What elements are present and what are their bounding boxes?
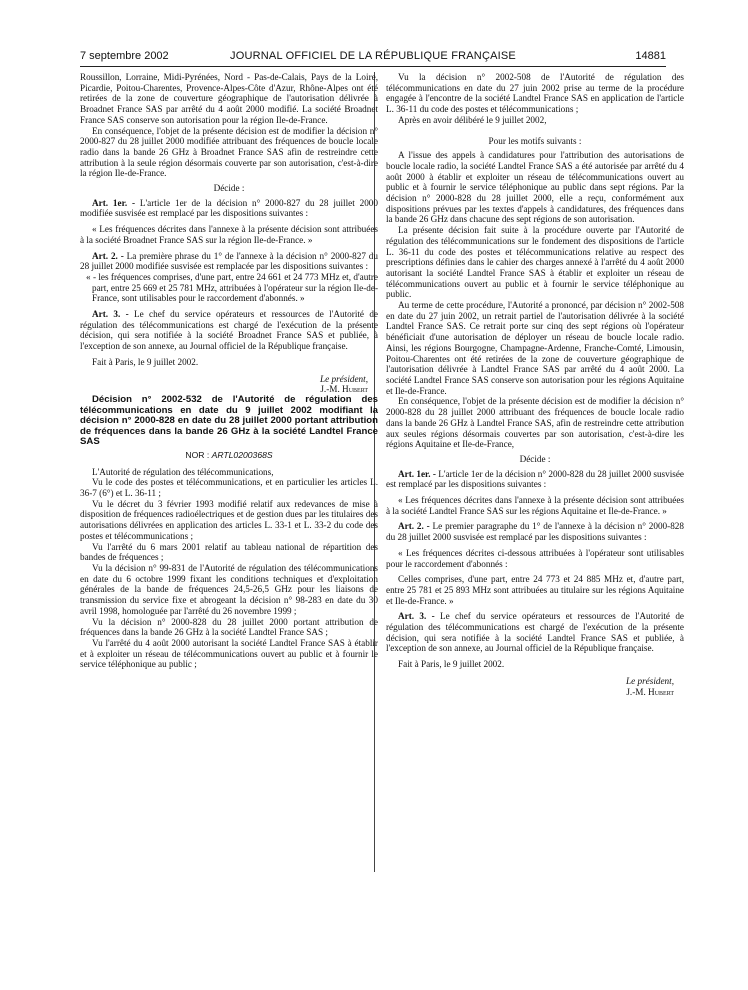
decision-title: Décision n° 2002-532 de l'Autorité de régulation des télécommunications en date du 9 juillet 2002 modifiant la décision n° 2000-828 en date du 28 juillet 2000 portant attribution de fréquences dans la bande 26 GHz à la société Landtel France SAS (80, 393, 378, 448)
deliberation: Après en avoir délibéré le 9 juillet 2002, (398, 114, 547, 125)
article-2-quote-cont: Celles comprises, d'une part, entre 24 773 et 24 885 MHz et, d'autre part, entre 25 781 et 25 893 MHz sont attribuées au titulaire sur les régions Aquitaine et Ile-de-France. » (386, 574, 684, 606)
visa: Vu la décision n° 2000-828 du 28 juillet 2000 portant attribution de fréquences dans la bande 26 GHz à la société Landtel France SAS ; (80, 616, 378, 638)
article-2 (80, 251, 378, 272)
header-rule (80, 66, 666, 67)
paragraph: L'Autorité de régulation des télécommunications, (92, 466, 274, 477)
article-label: Art. 3. - (92, 309, 129, 320)
article-3 (386, 611, 684, 654)
visa: Vu l'arrêté du 6 mars 2001 relatif au tableau national de répartition des bandes de fréquences ; (80, 541, 378, 563)
nor-code: ARTL0200368S (211, 449, 273, 460)
paragraph: En conséquence, l'objet de la présente décision est de modifier la décision n° 2000-827 du 28 juillet 2000 modifiée attribuant des fréquences de boucle locale radio dans la bande 26 GHz à Broadnet France SAS afin de restreindre cette attribution à la seule région désormais couverte par son autorisation, c'est-à-dire la région Ile-de-France. (80, 125, 378, 179)
signature-role: Le président, (626, 675, 674, 686)
article-2 (386, 521, 684, 542)
header-date: 7 septembre 2002 (80, 50, 169, 62)
article-text: L'article 1er de la décision n° 2000-828 du 28 juillet 2000 susvisée est remplacé par les dispositions suivantes : (386, 468, 684, 490)
article-text: La première phrase du 1° de l'annexe à la décision n° 2000-827 du 28 juillet 2000 modifiée susvisée est remplacée par les dispositions suivantes : (80, 250, 378, 272)
visa: Vu la décision n° 2002-508 de l'Autorité de régulation des télécommunications en date du 27 juin 2002 prise au terme de la procédure engagée à l'encontre de la société Landtel France SAS en application de l'article L. 36-11 du code des postes et télécommunications ; (386, 72, 684, 115)
paragraph: En conséquence, l'objet de la présente décision est de modifier la décision n° 2000-828 du 28 juillet 2000 attribuant des fréquences de boucle locale radio dans la bande 26 GHz à Landtel France SAS, afin de restreindre cette attribution aux seules régions désormais couvertes par son autorisation, c'est-à-dire les régions Aquitaine et Ile-de-France, (386, 396, 684, 450)
decide-heading: Décide : (519, 453, 551, 464)
article-1 (80, 198, 378, 219)
article-1-quote: « Les fréquences décrites dans l'annexe à la présente décision sont attribuées à la société Landtel France SAS sur les régions Aquitaine et Ile-de-France. » (386, 495, 684, 516)
signature-name: J.-M. Hubert (626, 686, 674, 697)
signature (386, 676, 674, 697)
paragraph: Au terme de cette procédure, l'Autorité a prononcé, par décision n° 2002-508 en date du 27 juin 2002, un retrait partiel de l'autorisation délivrée à la société Landtel France SAS. Ce retrait porte sur cinq des sept régions où l'opérateur bénéficiait d'une autorisation de déployer un réseau de boucle locale radio. Ainsi, les régions Bourgogne, Champagne-Ardenne, Franche-Comté, Limousin, Poitou-Charentes ont été retirées de la zone de couverture géographique de l'autorisation délivrée à Landtel France SAS par arrêté du 4 août 2000. La société Landtel France SAS conserve son autorisation pour les régions Aquitaine et Ile-de-France. (386, 300, 684, 396)
article-3 (80, 309, 378, 352)
motifs-heading: Pour les motifs suivants : (488, 135, 582, 146)
paragraph: A l'issue des appels à candidatures pour l'attribution des autorisations de boucle locale radio, la société Landtel France SAS a été autorisée par arrêté du 4 août 2000 à établir et exploiter un réseau de télécommunications ouvert au public et à fournir le service téléphonique au public dans sept régions. Par la décision n° 2000-828 du 28 juillet 2000, elle a reçu, conformément aux dispositions prévues par les textes d'appels à candidatures, des fréquences dans la bande 26 GHz dans chacune des sept régions de son autorisation. (386, 150, 684, 225)
left-column (80, 72, 378, 670)
nor-label: NOR : (185, 449, 210, 460)
article-1-quote: « Les fréquences décrites dans l'annexe à la présente décision sont attribuées à la société Broadnet France SAS sur la région Ile-de-France. » (80, 224, 378, 245)
article-1 (386, 469, 684, 490)
visa: Vu le code des postes et télécommunications, et en particulier les articles L. 36-7 (6°) et L. 36-11 ; (80, 477, 378, 499)
paragraph: Roussillon, Lorraine, Midi-Pyrénées, Nord - Pas-de-Calais, Pays de la Loire, Picardie, Poitou-Charentes, Provence-Alpes-Côte d'Azur, Rhône-Alpes ont été retirées de la zone de couverture géographique de l'autorisation délivrée à Broadnet France SAS par arrêté du 4 août 2000 modifié. La société Broadnet France SAS conserve son autorisation pour la région Ile-de-France. (80, 72, 378, 125)
visa: Vu le décret du 3 février 1993 modifié relatif aux redevances de mise à disposition de fréquences radioélectriques et de gestion dues par les titulaires des autorisations délivrées en application des articles L. 33-1 et L. 33-2 du code des postes et télécommunications ; (80, 498, 378, 541)
article-text: Le chef du service opérateurs et ressources de l'Autorité de régulation des télécommunications est chargé de l'exécution de la présente décision, qui sera notifiée à la société Broadnet France SAS et publiée, à l'exception de son annexe, au Journal officiel de la République française. (80, 309, 378, 352)
article-label: Art. 1er. - (92, 197, 136, 208)
right-column (386, 72, 684, 697)
article-label: Art. 2. - (398, 521, 430, 532)
article-text: L'article 1er de la décision n° 2000-827 du 28 juillet 2000 modifiée susvisée est remplacé par les dispositions suivantes : (80, 197, 378, 219)
signature-role: Le président, (320, 373, 368, 384)
page-header (80, 50, 666, 66)
signature (80, 374, 368, 395)
fait-a-paris: Fait à Paris, le 9 juillet 2002. (92, 356, 199, 367)
visa: Vu l'arrêté du 4 août 2000 autorisant la société Landtel France SAS à établir et à exploiter un réseau de télécommunications ouvert au public et à fournir le service téléphonique au public ; (80, 637, 378, 670)
article-label: Art. 1er. - (398, 468, 436, 479)
article-text: Le chef du service opérateurs et ressources de l'Autorité de régulation des télécommunications est chargé de l'exécution de la présente décision, qui sera notifiée à la société Landtel France SAS et publiée, à l'exception de son annexe, au Journal officiel de la République française. (386, 611, 684, 654)
article-2-quote: « - les fréquences comprises, d'une part, entre 24 661 et 24 773 MHz et, d'autre part, entre 25 669 et 25 781 MHz, attribuées à l'opérateur sur la région Ile-de-France, sont utilisables pour le raccordement d'abonnés. » (86, 271, 378, 304)
visa: Vu la décision n° 99-831 de l'Autorité de régulation des télécommunications en date du 6 octobre 1999 fixant les conditions techniques et d'exploitation générales de la bande de fréquences 24,5-26,5 GHz pour les liaisons de transmission du service fixe et abrogeant la décision n° 98-283 en date du 30 avril 1998, homologuée par l'arrêté du 26 novembre 1999 ; (80, 562, 378, 616)
header-page-number: 14881 (635, 50, 666, 62)
article-2-quote: « Les fréquences décrites ci-dessous attribuées à l'opérateur sont utilisables pour le raccordement d'abonnés : (386, 547, 684, 569)
paragraph: La présente décision fait suite à la procédure ouverte par l'Autorité de régulation des télécommunications sur le fondement des dispositions de l'article L. 36-11 du code des postes et télécommunications relative au respect des prescriptions définies dans le cahier des charges annexé à l'arrêté du 4 août 2000 autorisant la société Landtel France SAS à établir et exploiter un réseau de télécommunications ouvert au public et à fournir le service téléphonique au public. (386, 225, 684, 300)
article-label: Art. 3. - (398, 611, 435, 622)
article-text: Le premier paragraphe du 1° de l'annexe à la décision n° 2000-828 du 28 juillet 2000 susvisée est remplacé par les dispositions suivantes : (386, 521, 684, 543)
signature-name: J.-M. Hubert (320, 384, 368, 395)
nor-reference (80, 450, 378, 461)
header-journal-title: JOURNAL OFFICIEL DE LA RÉPUBLIQUE FRANÇAISE (230, 50, 516, 62)
decide-heading: Décide : (213, 183, 245, 194)
article-label: Art. 2. - (92, 250, 124, 261)
fait-a-paris: Fait à Paris, le 9 juillet 2002. (398, 659, 505, 670)
